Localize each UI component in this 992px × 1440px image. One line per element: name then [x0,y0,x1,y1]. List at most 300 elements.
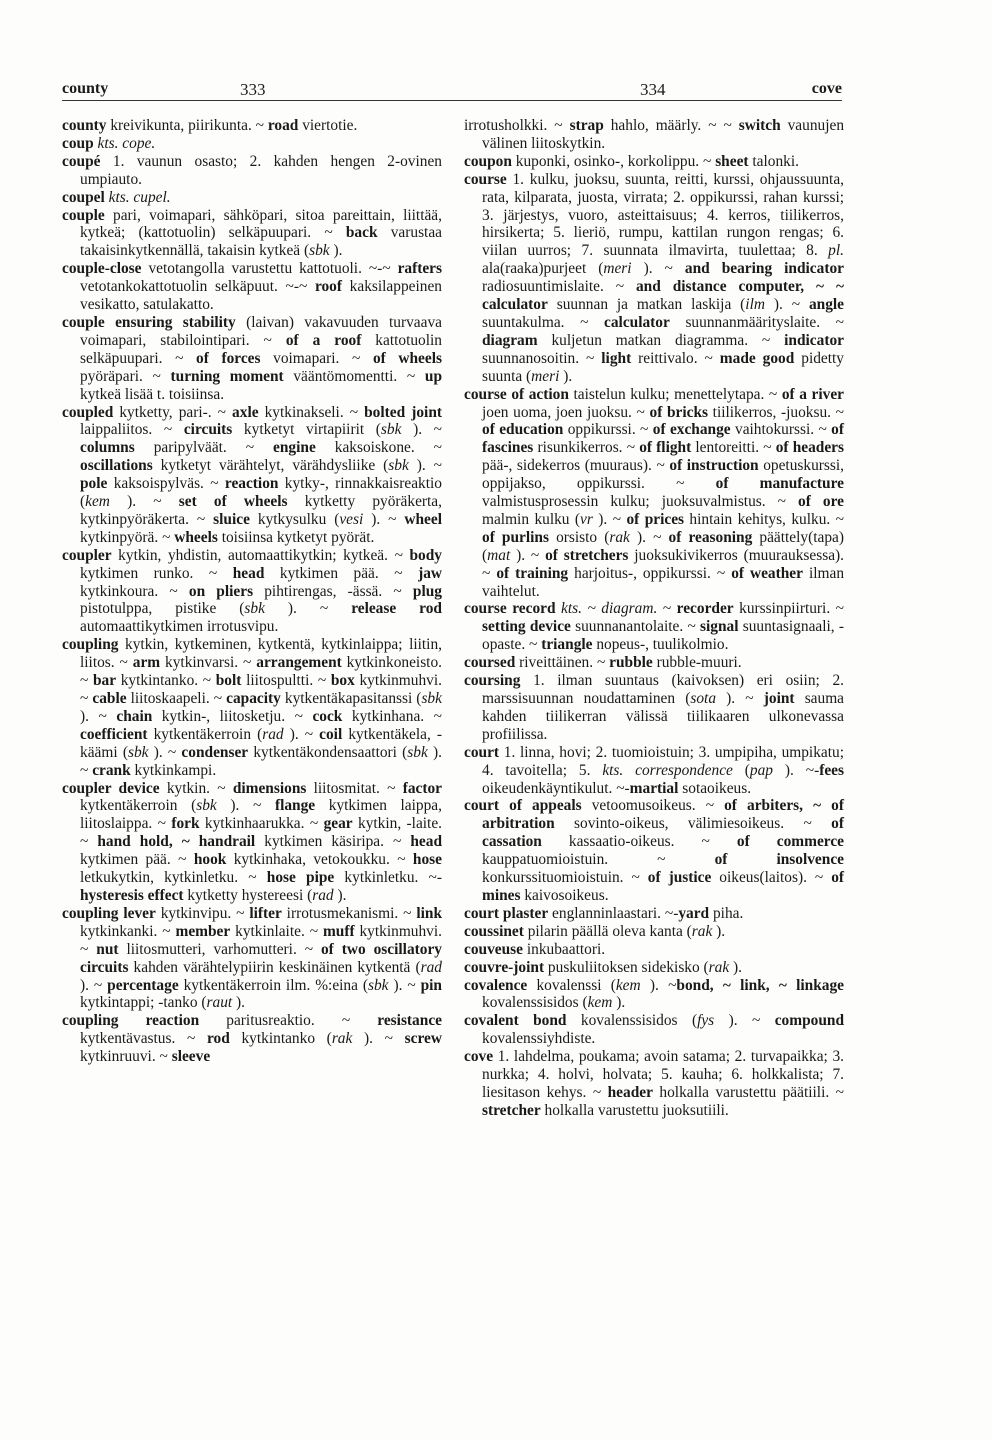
label-italic: pap [749,761,773,779]
headword: box [330,672,355,690]
dictionary-entry [464,1012,844,1048]
headword: switch [738,117,781,134]
definition-text: 1. ilman suuntaus (kaivoksen) eri osiin; 2. marssisuunnan noudattaminen ( [482,672,844,707]
label-italic: rad [420,958,442,976]
definition-text: kytketyt värähtelyt, värähdysliike ( [152,457,389,475]
headword: condenser [181,743,249,761]
headword: sheet [715,152,749,170]
definition-text: kytkinhaarukka. ~ [199,815,324,833]
definition-text: kytkentävastus. ~ [80,1030,207,1048]
definition-text: ). ~ [148,743,182,761]
headword: rubble [609,654,653,672]
headword: set of wheels [178,493,288,511]
dictionary-entry [62,404,442,547]
definition-text: holkalla varustettu päätiili. ~ [652,1083,844,1101]
definition-text: vetotankokattotuolin selkäpuut. ~-~ [80,278,315,296]
headword: turning moment [170,367,284,385]
headword: pole [80,475,108,493]
definition-text: 1. lahdelma, poukama; avoin satama; 2. turvapaikka; 3. nurkka; 4. holvi, holvata; 5. kauha; 6. holkkalista; 7. liesitason kehys. ~ [482,1048,844,1101]
definition-text: liitoskaapeli. ~ [126,690,227,707]
headword: on pliers [188,582,254,600]
dictionary-entry [62,314,442,404]
headword: and bearing indicator [684,260,844,278]
dictionary-entry [464,1048,844,1120]
headword: gear [323,815,353,833]
definition-text: kytkysulku ( [249,510,340,528]
headword: head [410,833,443,851]
label-italic: sbk [407,743,428,761]
definition-text: laippaliitos. ~ [80,421,184,439]
headword: bar [92,672,117,690]
dictionary-entry [464,977,844,1013]
headword: coefficient [80,725,148,743]
definition-text: nopeus-, tuulikolmio. [592,636,729,654]
definition-text: kytkinkanki. ~ [80,922,176,940]
headword: coupled [62,403,114,421]
definition-text: ). [712,922,726,940]
definition-text: ). ~ [109,493,179,511]
headword: strap [569,117,604,134]
headword: of justice [647,869,712,887]
definition-text: hahlo, määrly. ~ ~ [603,117,739,134]
definition-text: kauppatuomioistuin. ~ [482,851,715,869]
definition-text: kytkinkoura. ~ [80,582,189,600]
definition-text: ). ~ [283,725,320,743]
headword: resistance [377,1012,442,1030]
headword: couple ensuring stability [62,313,236,331]
label-italic: kem [615,976,641,994]
headword: bond, ~ link, ~ linkage [676,976,845,994]
headword: arm [132,654,161,672]
headword: road [267,117,299,134]
label-italic: rak [708,958,730,976]
definition-text: suuntakulma. ~ [482,313,605,331]
headword: engine [273,439,316,457]
right-guide-word: cove [811,80,842,97]
headword: sleeve [171,1048,211,1066]
definition-text: (laivan) vakavuuden turvaava voimapari, stabilointipari. ~ [80,313,442,349]
headword: hand hold, ~ handrail [97,833,256,851]
definition-text: liitosmutteri, varhomutteri. ~ [118,940,321,958]
header-rule [62,100,842,101]
definition-text: rubble-muuri. [652,654,742,672]
definition-text: kassaatio-oikeus. ~ [541,833,737,851]
definition-text: kytkinkampi. [130,761,217,779]
headword: columns [80,439,135,457]
definition-text: kytkinruuvi. ~ [80,1048,172,1066]
definition-text: pistotulppa, pistike ( [80,600,245,618]
definition-text: inkubaattori. [523,940,606,958]
definition-text: kuljetun matkan diagramma. ~ [537,331,785,349]
headword: of arbiters, ~ of arbitration [482,797,844,833]
definition-text: lentoreitti. ~ [691,439,776,457]
label-italic: kts. cope. [97,134,156,152]
dictionary-entry [464,923,844,941]
definition-text: ~ [657,600,677,618]
headword: oscillations [80,457,153,475]
definition-text: varustaa takaisinkytkennällä, takaisin kytkeä ( [80,224,442,260]
headword: angle [808,296,845,314]
definition-text: kytkinmuhvi. ~ [80,672,442,707]
headword: rod [207,1030,230,1048]
definition-text: ). ~- [773,761,820,779]
label-italic: pl. [828,242,844,260]
definition-text: kytkentäkerroin ( [80,797,197,815]
definition-text: kytkinhana. ~ [342,707,442,725]
definition-text: joen uoma, joen juoksu. ~ [482,403,650,421]
label-italic: rad [262,725,284,743]
headword: of two oscillatory circuits [80,940,442,976]
headword: of flight [639,439,692,457]
page-header [62,80,842,102]
right-column [464,117,844,1120]
definition-text: ). ~ [401,421,443,439]
definition-text: suuntasignaali, -opaste. ~ [482,618,844,654]
definition-text: kytkeä lisää t. toisiinsa. [80,385,225,403]
definition-text: kytketty hystereesi ( [183,886,313,904]
headword: of mines [482,869,845,904]
headword: lifter [249,904,282,922]
label-italic: fys [697,1012,715,1030]
definition-text: ). ~ [363,510,405,528]
definition-text: kytkimen pää. ~ [264,564,419,582]
headword: cock [312,707,343,725]
definition-text: kytketty pyöräkerta, kytkinpyöräkerta. ~ [80,493,442,528]
headword: head [232,564,265,582]
headword: body [409,546,442,564]
label-italic: kem [587,994,613,1012]
headword: of reasoning [668,528,753,546]
definition-text: suunnan ja matkan laskija ( [547,296,746,314]
definition-text: ). [559,367,573,385]
definition-text: konkurssituomioistuin. ~ [482,869,648,887]
headword: pin [420,976,442,994]
definition-text: kovalenssiyhdiste. [482,1030,596,1048]
dictionary-entry [464,672,844,744]
definition-text: kytkin. ~ [159,779,233,797]
definition-text: sauma kahden tiilikerran välissä tiilikaaren ulkonevassa profiilissa. [482,690,845,743]
definition-text: letkukytkin, kytkinletku. ~ [80,869,267,887]
definition-text: kytkimen käsiripa. ~ [255,833,411,851]
definition-text: kovalenssi ( [527,976,616,994]
headword: coupon [464,152,512,170]
definition-text: suunnanmäärityslaite. ~ [669,313,844,331]
definition-text: kytkentäkerroin ilm. %:eina ( [178,976,368,994]
label-italic: sbk [196,797,217,815]
headword: yard [678,904,710,922]
headword: hysteresis effect [80,886,184,904]
headword: coupler device [62,779,160,797]
label-italic: kts. ~ diagram. [561,600,658,618]
definition-text: liitosmitat. ~ [306,779,403,797]
definition-text: kytketty, pari-. ~ [113,403,233,421]
definition-text: reittivalo. ~ [631,349,720,367]
label-italic: rak [691,922,713,940]
dictionary-entry [464,959,844,977]
label-italic: sota [690,690,717,707]
definition-text: sotaoikeus. [678,779,752,797]
dictionary-entry [464,654,844,672]
definition-text: kattotuolin selkäpuupari. ~ [80,331,442,367]
definition-text: ). ~ [640,976,677,994]
definition-text: kurssinpiirturi. ~ [733,600,844,618]
dictionary-entry [464,117,844,153]
label-italic: rak [609,528,630,546]
definition-text: kovalenssisidos ( [482,994,588,1012]
headword: of insolvence [714,851,844,869]
definition-text: kytkentäkapasitanssi ( [280,690,422,707]
headword: covalence [464,976,528,994]
definition-text: pari, voimapari, sähköpari, sitoa pareittain, liittää, kytkeä; (kattotuolin) selkäpuupari. ~ [80,206,442,242]
definition-text: kytkin, yhdistin, automaattikytkin; kytkeä. ~ [111,546,410,564]
headword: and distance computer, ~ ~ calculator [482,278,844,314]
headword: hose pipe [266,869,335,887]
headword: flange [274,797,316,815]
definition-text: ). [329,242,343,260]
headword: of exchange [652,421,731,439]
definition-text: ). [729,958,743,976]
dictionary-entry [62,905,442,1012]
right-page-number: 334 [640,80,666,99]
dictionary-entry [464,905,844,923]
headword: hook [193,851,227,869]
headword: wheels [174,528,218,546]
definition-text: kuponki, osinko-, korkolippu. ~ [511,152,716,170]
headword: of instruction [669,457,759,475]
dictionary-entry [464,153,844,171]
definition-text: kaksilappeinen vesikatto, satulakatto. [80,278,442,314]
definition-text: kytkimen laippa, liitoslaippa. ~ [80,797,442,833]
definition-text: ). ~ [216,797,275,815]
headword: header [607,1083,653,1101]
headword: compound [774,1012,844,1030]
headword: rafters [397,260,442,278]
definition-text: opetuskurssi, oppijakso, oppikurssi. ~ [482,457,845,493]
headword: of weather [731,564,803,582]
definition-text: holkalla varustettu juoksutiili. [540,1101,729,1119]
headword: indicator [784,331,844,349]
definition-text: kytkentäkondensaattori ( [248,743,408,761]
headword: back [345,224,378,242]
label-italic: sbk [127,743,149,761]
dictionary-entry [62,1012,442,1066]
definition-text: kytkinmuhvi. ~ [80,922,442,958]
dictionary-entry [62,780,442,905]
headword: coursing [464,672,521,690]
dictionary-entry [62,135,442,153]
headword: circuits [183,421,233,439]
definition-text: ). [612,994,626,1012]
headword: jaw [418,564,443,582]
definition-text: paripylväät. ~ [134,439,274,457]
definition-text: vaunujen välinen liitoskytkin. [482,117,845,152]
headword: calculator [604,313,670,331]
headword: chain [116,707,153,725]
definition-text: orsisto ( [548,528,610,546]
headword: wheel [404,510,442,528]
definition-text: päättely(tapa) ( [482,528,844,564]
headword: coupling reaction [62,1012,200,1030]
definition-text: pyöräpari. ~ [80,367,171,385]
label-italic: sbk [368,976,389,994]
label-italic: vr [580,510,593,528]
headword: recorder [676,600,734,618]
definition-text: kovalenssisidos ( [566,1012,698,1030]
label-italic: mat [487,546,511,564]
headword: capacity [226,690,281,707]
definition-text: oikeudenkäyntikulut. ~- [482,779,630,797]
dictionary-entry [62,207,442,261]
headword: of commerce [736,833,844,851]
definition-text: 1. kulku, juoksu, suunta, reitti, kurssi, ohjaussuunta, rata, kilparata, juosta, virrata; 2. oppikurssi, rahan kurssi; 3. järjestys, vuoro, asteittaisuus; 4. kerros, tiilikerros, hirsikerta; 5. lieriö, rumpu, kattilan rungon rengas; 6. viilan uurros; 7. suunnata ilmavirta, tuulettaa; 8. [482,170,844,260]
definition-text: riveittäinen. ~ [515,654,610,672]
label-italic: kem [85,493,110,511]
headword: coursed [464,654,516,672]
dictionary-entry [62,636,442,779]
definition-text: ilman vaihtelut. [482,564,845,600]
headword: link [416,904,443,922]
left-guide-word: county [62,80,109,97]
headword: coil [319,725,343,743]
headword: factor [402,779,442,797]
dictionary-entry [62,189,442,207]
headword: course of action [464,385,569,403]
headword: sluice [213,510,250,528]
definition-text: risunkikerros. ~ [533,439,640,457]
definition-text: kytkentäkela, -käämi ( [80,725,442,761]
headword: light [601,349,632,367]
headword: court of appeals [464,797,582,815]
headword: bolt [215,672,242,690]
label-italic: vesi [339,510,364,528]
headword: axle [232,403,259,421]
definition-text: suunnanosoitin. ~ [482,349,602,367]
headword: of cassation [482,815,844,851]
definition-text: 1. linna, hovi; 2. tuomioistuin; 3. umpipiha, umpikatu; 4. tavoitella; 5. [482,743,844,779]
headword: of prices [626,510,685,528]
headword: of fascines [482,421,844,457]
headword: of a roof [285,331,362,349]
definition-text: harjoitus-, oppikurssi. ~ [568,564,732,582]
definition-text: ). ~ [80,743,442,779]
headword: of purlins [482,528,549,546]
label-italic: sbk [380,421,402,439]
dictionary-entry [464,386,844,601]
headword: county [62,117,107,134]
definition-text: radiosuuntimislaite. ~ [482,278,636,296]
headword: covalent bond [464,1012,567,1030]
headword: hose [412,851,442,869]
definition-text: ). ~ [592,510,627,528]
headword: of education [482,421,564,439]
headword: coup [62,134,94,152]
dictionary-entry [464,797,844,904]
headword: stretcher [482,1101,541,1119]
headword: of training [496,564,569,582]
headword: of headers [775,439,844,457]
dictionary-entry [62,547,442,637]
definition-text: pää-, sidekerros (muuraus). ~ [482,457,670,475]
definition-text: vetotangolla varustettu kattotuoli. ~-~ [141,260,398,278]
definition-text: kytkin-, liitosketju. ~ [152,707,313,725]
headword: percentage [107,976,179,994]
definition-text: kytkinvarsi. ~ [160,654,257,672]
definition-text: ). ~ [631,260,685,278]
definition-text: ala(raaka)purjeet ( [482,260,604,278]
headword: diagram [482,331,538,349]
definition-text: taistelun kulku; menettelytapa. ~ [568,385,782,403]
headword: reaction [224,475,279,493]
definition-text: kytketyt virtapiirit ( [232,421,381,439]
definition-text: tiilikerros, -juoksu. ~ [708,403,844,421]
definition-text: kytkintanko ( [229,1030,332,1048]
definition-text: ( [732,761,750,779]
definition-text: piha. [709,904,744,922]
headword: dimensions [232,779,307,797]
dictionary-entry [464,941,844,959]
headword: course record [464,600,556,618]
definition-text: 1. vaunun osasto; 2. kahden hengen 2-ovinen umpiauto. [80,152,442,188]
label-italic: kts. correspondence [602,761,733,779]
headword: couple-close [62,260,142,278]
definition-text: vaihtokurssi. ~ [730,421,832,439]
definition-text: ). ~ [408,457,442,475]
definition-text: kreivikunta, piirikunta. ~ [106,117,268,134]
label-italic: rad [312,886,334,904]
headword: arrangement [256,654,342,672]
label-italic: sbk [309,242,330,260]
headword: screw [404,1030,442,1048]
label-italic: kts. cupel. [108,188,171,206]
definition-text: viertotie. [298,117,358,134]
label-italic: sbk [388,457,409,475]
label-italic: raut [206,994,233,1012]
definition-text: pidetty suunta ( [482,349,845,385]
headword: plug [412,582,442,600]
dictionary-entry [62,153,442,189]
definition-text: kytkinlaite. ~ [230,922,323,940]
definition-text: voimapari. ~ [260,349,373,367]
dictionary-entry [464,171,844,386]
headword: of stretchers [545,546,629,564]
headword: coupling lever [62,904,156,922]
definition-text: ). [232,994,246,1012]
label-italic: sbk [244,600,265,618]
definition-text: ). [333,886,347,904]
headword: coussinet [464,922,524,940]
headword: member [175,922,231,940]
headword: martial [629,779,679,797]
definition-text: ). ~ [510,546,546,564]
definition-text: vetoomusoikeus. ~ [581,797,725,815]
definition-text: ). ~ [264,600,352,618]
definition-text: kytkinkoneisto. ~ [80,654,443,690]
headword: of a river [781,385,844,403]
definition-text: malmin kulku ( [482,510,581,528]
headword: muff [322,922,355,940]
definition-text: kytkintanko. ~ [116,672,216,690]
definition-text: hintain kehitys, kulku. ~ [684,510,844,528]
definition-text: irrotusmekanismi. ~ [281,904,417,922]
headword: fork [171,815,200,833]
definition-text: ). ~ [629,528,669,546]
definition-text: kytkinhaka, vetokoukku. ~ [226,851,413,869]
definition-text: ). ~ [352,1030,405,1048]
definition-text: vääntömomentti. ~ [283,367,425,385]
dictionary-entry [464,600,844,654]
headword: cove [464,1048,494,1066]
definition-text: englanninlaastari. ~- [548,904,679,922]
